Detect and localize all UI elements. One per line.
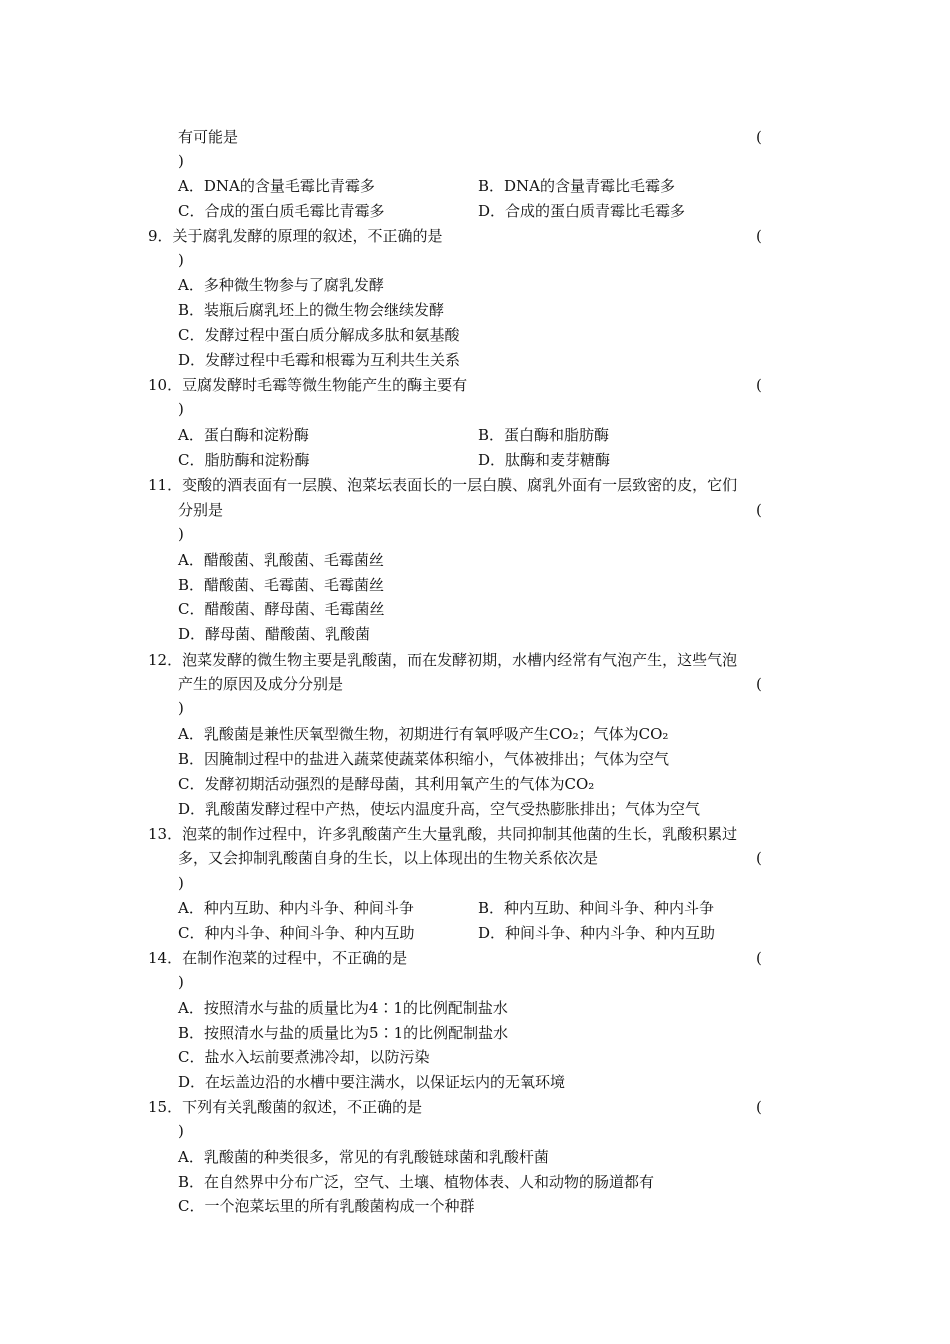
q12-option-a: A．乳酸菌是兼性厌氧型微生物，初期进行有氧呼吸产生CO₂；气体为CO₂ — [178, 725, 669, 743]
q12-option-c: C．发酵初期活动强烈的是酵母菌，其利用氧产生的气体为CO₂ — [178, 775, 595, 793]
q8-option-a: A．DNA的含量毛霉比青霉多 — [178, 177, 375, 195]
q11-paren-open: ( — [756, 501, 762, 519]
q13-option-c: C．种内斗争、种间斗争、种内互助 — [178, 924, 415, 942]
q11-option-b: B．醋酸菌、毛霉菌、毛霉菌丝 — [178, 576, 385, 594]
q9-paren-close: ) — [178, 251, 184, 269]
q13-paren-open: ( — [756, 849, 762, 867]
q10-option-a: A．蛋白酶和淀粉酶 — [178, 426, 309, 444]
q8-option-d: D．合成的蛋白质青霉比毛霉多 — [478, 202, 686, 220]
q8-paren-open: ( — [756, 128, 762, 146]
q15-option-b: B．在自然界中分布广泛，空气、土壤、植物体表、人和动物的肠道都有 — [178, 1173, 655, 1191]
q12-stem-line1: 12．泡菜发酵的微生物主要是乳酸菌，而在发酵初期，水槽内经常有气泡产生，这些气泡 — [148, 651, 738, 669]
q10-option-d: D．肽酶和麦芽糖酶 — [478, 451, 611, 469]
q15-stem: 15．下列有关乳酸菌的叙述，不正确的是 — [148, 1098, 423, 1116]
q11-stem-line1: 11．变酸的酒表面有一层膜、泡菜坛表面长的一层白膜、腐乳外面有一层致密的皮，它们 — [148, 476, 738, 494]
q10-stem: 10．豆腐发酵时毛霉等微生物能产生的酶主要有 — [148, 376, 468, 394]
q14-option-a: A．按照清水与盐的质量比为4∶1的比例配制盐水 — [178, 999, 508, 1017]
q12-paren-close: ) — [178, 699, 184, 717]
q8-stem-tail: 有可能是 — [178, 128, 239, 146]
q13-option-b: B．种内互助、种间斗争、种内斗争 — [478, 899, 715, 917]
q14-stem: 14．在制作泡菜的过程中，不正确的是 — [148, 949, 408, 967]
q11-option-d: D．酵母菌、醋酸菌、乳酸菌 — [178, 625, 371, 643]
q11-option-a: A．醋酸菌、乳酸菌、毛霉菌丝 — [178, 551, 384, 569]
q9-option-a: A．多种微生物参与了腐乳发酵 — [178, 276, 384, 294]
q14-paren-close: ) — [178, 973, 184, 991]
q9-option-d: D．发酵过程中毛霉和根霉为互利共生关系 — [178, 351, 461, 369]
q10-paren-close: ) — [178, 400, 184, 418]
q9-stem: 9．关于腐乳发酵的原理的叙述，不正确的是 — [148, 227, 443, 245]
q8-paren-close: ) — [178, 152, 184, 170]
q13-stem-line2: 多，又会抑制乳酸菌自身的生长，以上体现出的生物关系依次是 — [178, 849, 599, 867]
q15-paren-open: ( — [756, 1098, 762, 1116]
q13-option-a: A．种内互助、种内斗争、种间斗争 — [178, 899, 414, 917]
q13-paren-close: ) — [178, 874, 184, 892]
q11-option-c: C．醋酸菌、酵母菌、毛霉菌丝 — [178, 600, 385, 618]
q13-option-d: D．种间斗争、种内斗争、种内互助 — [478, 924, 716, 942]
q8-option-c: C．合成的蛋白质毛霉比青霉多 — [178, 202, 385, 220]
q15-option-a: A．乳酸菌的种类很多，常见的有乳酸链球菌和乳酸杆菌 — [178, 1148, 549, 1166]
q9-paren-open: ( — [756, 227, 762, 245]
q12-stem-line2: 产生的原因及成分分别是 — [178, 675, 344, 693]
q13-stem-line1: 13．泡菜的制作过程中，许多乳酸菌产生大量乳酸，共同抑制其他菌的生长，乳酸积累过 — [148, 825, 738, 843]
q9-option-c: C．发酵过程中蛋白质分解成多肽和氨基酸 — [178, 326, 460, 344]
q12-option-b: B．因腌制过程中的盐进入蔬菜使蔬菜体积缩小，气体被排出；气体为空气 — [178, 750, 670, 768]
q14-option-d: D．在坛盖边沿的水槽中要注满水，以保证坛内的无氧环境 — [178, 1073, 566, 1091]
q14-option-b: B．按照清水与盐的质量比为5∶1的比例配制盐水 — [178, 1024, 509, 1042]
q8-option-b: B．DNA的含量青霉比毛霉多 — [478, 177, 676, 195]
q10-option-c: C．脂肪酶和淀粉酶 — [178, 451, 310, 469]
q9-option-b: B．装瓶后腐乳坯上的微生物会继续发酵 — [178, 301, 445, 319]
q15-paren-close: ) — [178, 1122, 184, 1140]
q15-option-c: C．一个泡菜坛里的所有乳酸菌构成一个种群 — [178, 1197, 475, 1215]
q12-option-d: D．乳酸菌发酵过程中产热，使坛内温度升高，空气受热膨胀排出；气体为空气 — [178, 800, 701, 818]
q14-paren-open: ( — [756, 949, 762, 967]
q14-option-c: C．盐水入坛前要煮沸冷却，以防污染 — [178, 1048, 430, 1066]
q11-stem-line2: 分别是 — [178, 501, 224, 519]
q10-option-b: B．蛋白酶和脂肪酶 — [478, 426, 610, 444]
q11-paren-close: ) — [178, 525, 184, 543]
q10-paren-open: ( — [756, 376, 762, 394]
q12-paren-open: ( — [756, 675, 762, 693]
